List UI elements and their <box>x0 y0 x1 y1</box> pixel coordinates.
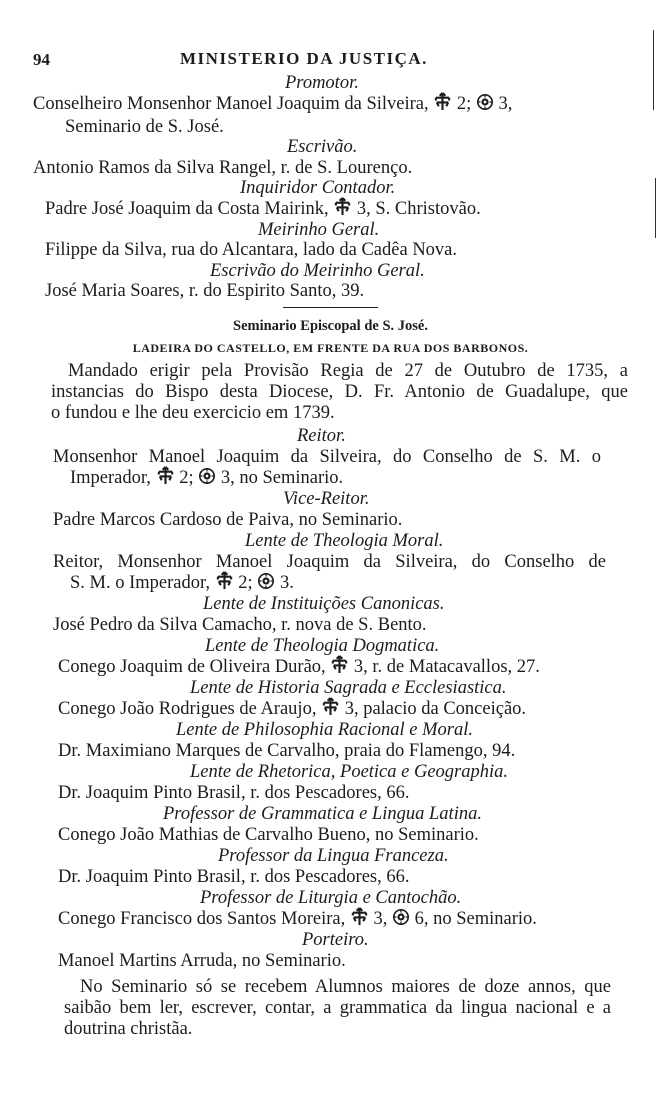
entry-detail: 3. <box>279 573 294 593</box>
entry-text: Reitor, Monsenhor Manoel Joaquim da Silveira, do Conselho de <box>53 552 606 572</box>
entry-detail: 3, <box>373 909 388 929</box>
entry-detail: 6, no Seminario. <box>414 909 537 929</box>
section-title: Escrivão. <box>287 137 358 157</box>
section-title: Escrivão do Meirinho Geral. <box>210 261 425 281</box>
section-title: Reitor. <box>297 426 346 446</box>
section-title: Lente de Instituições Canonicas. <box>203 594 445 614</box>
entry-text: Antonio Ramos da Silva Rangel, r. de S. Lourenço. <box>33 158 413 178</box>
entry-name: Conego Francisco dos Santos Moreira, <box>58 909 346 929</box>
entry-text <box>58 907 537 931</box>
entry-detail: 3, palacio da Conceição. <box>344 699 527 719</box>
entry-text: José Maria Soares, r. do Espirito Santo, 39. <box>45 281 365 301</box>
entry-detail: 2; <box>456 94 472 114</box>
section-title: Lente de Rhetorica, Poetica e Geographia. <box>190 762 509 782</box>
page-edge-mark <box>655 178 656 238</box>
entry-detail: 2; <box>179 468 194 488</box>
section-title: Professor de Liturgia e Cantochão. <box>200 888 462 908</box>
section-title: Lente de Theologia Moral. <box>245 531 444 551</box>
order-cross-icon <box>333 197 352 216</box>
order-cross-icon <box>350 907 369 926</box>
intro-line: o fundou e lhe deu exercicio em 1739. <box>51 403 335 423</box>
entry-text: Dr. Maximiano Marques de Carvalho, praia do Flamengo, 94. <box>58 741 516 761</box>
entry-name: S. M. o Imperador, <box>70 573 211 593</box>
order-cross-icon <box>215 571 234 590</box>
entry-name: Padre José Joaquim da Costa Mairink, <box>45 199 329 219</box>
seminary-heading: Seminario Episcopal de S. José. <box>233 318 428 334</box>
page-edge-mark <box>653 30 654 110</box>
entry-detail: 3, no Seminario. <box>220 468 344 488</box>
order-cross-icon <box>321 697 340 716</box>
seminary-address: LADEIRA DO CASTELLO, EM FRENTE DA RUA DOS BARBONOS. <box>132 341 529 355</box>
section-title: Meirinho Geral. <box>258 220 380 240</box>
entry-text: Filippe da Silva, rua do Alcantara, lado da Cadêa Nova. <box>45 240 458 260</box>
entry-name: Conego Joaquim de Oliveira Durão, <box>58 657 326 677</box>
separator-rule <box>283 307 378 308</box>
running-title: MINISTERIO DA JUSTIÇA. <box>180 49 428 68</box>
order-rose-icon <box>257 572 275 590</box>
entry-text: Monsenhor Manoel Joaquim da Silveira, do Conselho de S. M. o <box>53 447 601 467</box>
entry-detail: 3, r. de Matacavallos, 27. <box>353 657 540 677</box>
closing-line: No Seminario só se recebem Alumnos maiores de doze annos, que <box>80 977 611 997</box>
entry-text: Seminario de S. José. <box>65 117 224 137</box>
entry-name: Conego João Rodrigues de Araujo, <box>58 699 317 719</box>
entry-name: Imperador, <box>70 468 151 488</box>
intro-line: instancias do Bispo desta Diocese, D. Fr. Antonio de Guadalupe, que <box>51 382 628 402</box>
closing-line: saibão bem ler, escrever, contar, a grammatica da lingua nacional e a <box>64 998 611 1018</box>
entry-detail: 3, S. Christovão. <box>356 199 481 219</box>
entry-text: Padre Marcos Cardoso de Paiva, no Seminario. <box>53 510 403 530</box>
entry-text: Manoel Martins Arruda, no Seminario. <box>58 951 346 971</box>
section-title: Inquiridor Contador. <box>240 178 396 198</box>
order-cross-icon <box>330 655 349 674</box>
section-title: Professor de Grammatica e Lingua Latina. <box>163 804 482 824</box>
order-rose-icon <box>198 467 216 485</box>
entry-text: José Pedro da Silva Camacho, r. nova de S. Bento. <box>53 615 427 635</box>
order-cross-icon <box>433 92 452 111</box>
section-title: Lente de Historia Sagrada e Ecclesiastica. <box>190 678 507 698</box>
section-title: Lente de Philosophia Racional e Moral. <box>176 720 473 740</box>
entry-text: Dr. Joaquim Pinto Brasil, r. dos Pescadores, 66. <box>58 867 410 887</box>
page-number: 94 <box>33 50 50 69</box>
intro-line: Mandado erigir pela Provisão Regia de 27 de Outubro de 1735, a <box>68 361 628 381</box>
entry-detail: 3, <box>498 94 513 114</box>
section-title: Porteiro. <box>302 930 369 950</box>
entry-text <box>33 92 512 116</box>
section-title: Vice-Reitor. <box>283 489 370 509</box>
order-rose-icon <box>392 908 410 926</box>
entry-text: Conego João Mathias de Carvalho Bueno, no Seminario. <box>58 825 479 845</box>
section-title: Lente de Theologia Dogmatica. <box>205 636 440 656</box>
closing-line: doutrina christãa. <box>64 1019 193 1039</box>
entry-name: Conselheiro Monsenhor Manoel Joaquim da Silveira, <box>33 94 429 114</box>
order-rose-icon <box>476 93 494 111</box>
entry-text: Dr. Joaquim Pinto Brasil, r. dos Pescadores, 66. <box>58 783 410 803</box>
order-cross-icon <box>156 466 175 485</box>
section-title: Promotor. <box>285 73 359 93</box>
section-title: Professor da Lingua Franceza. <box>218 846 449 866</box>
entry-detail: 2; <box>238 573 253 593</box>
